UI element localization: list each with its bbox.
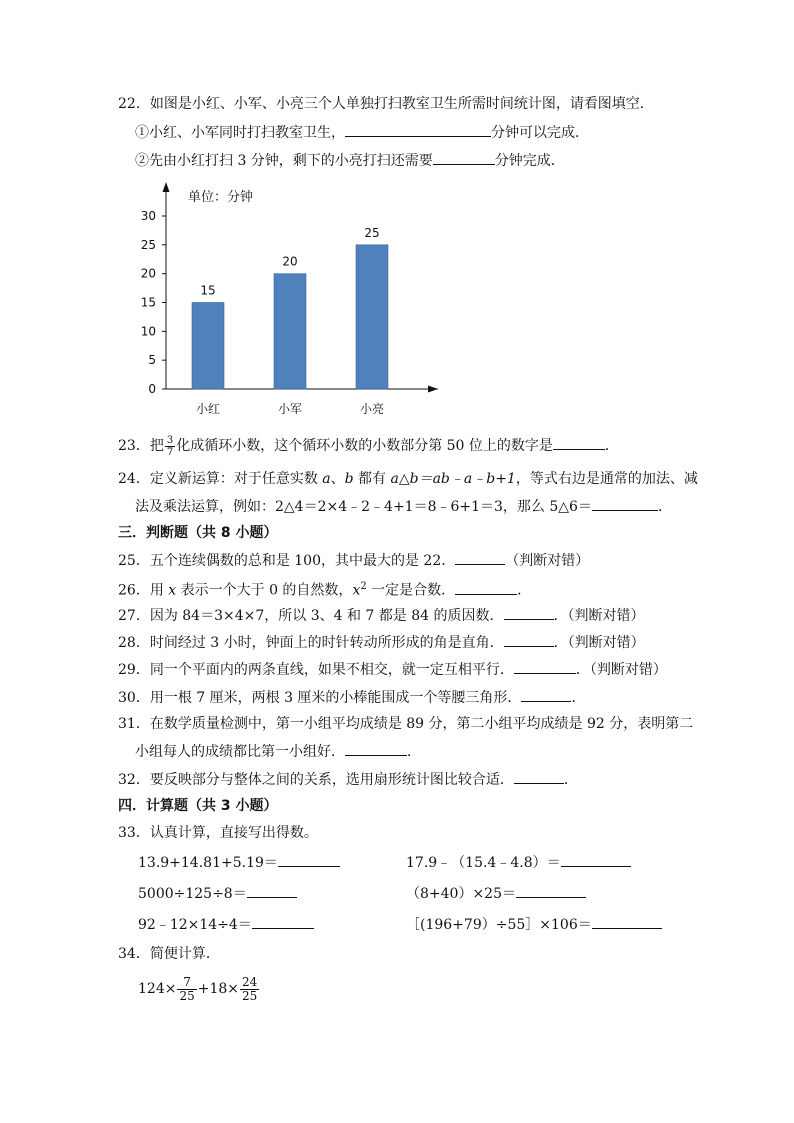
q32-end: ． (563, 772, 578, 788)
q33-stem: 33．认真计算，直接写出得数。 (118, 825, 318, 841)
q34-fraction-2-den: 25 (242, 988, 258, 1003)
q22-sub1-tail: 分钟可以完成． (491, 125, 589, 141)
q31-end: ． (407, 744, 421, 760)
q28-tail: ．（判断对错） (553, 635, 645, 651)
q23-fraction (165, 435, 175, 458)
q33-expr-2: 17.9﹣（15.4﹣4.8）＝ (406, 855, 561, 871)
q33-blank-5[interactable] (252, 914, 314, 929)
y-axis-arrow (163, 182, 170, 192)
q28-text: 28．时间经过 3 小时，钟面上的时针转动所形成的角是直角． (118, 635, 504, 651)
bar-value-label: 15 (200, 283, 216, 298)
x-category-label: 小军 (277, 402, 303, 416)
q22-sub2 (135, 150, 565, 171)
q33-item-5 (138, 914, 314, 935)
q26-end: ． (517, 582, 532, 599)
q30-end: ． (571, 690, 586, 706)
q26-sup: 2 (360, 581, 367, 592)
q26-text-a: 26．用 (118, 582, 169, 599)
q25-tail: （判断对错） (505, 553, 590, 569)
q33-expr-4: （8+40）×25＝ (406, 886, 516, 902)
q30-blank[interactable] (521, 687, 571, 702)
q27 (118, 605, 645, 626)
q23-fraction-den: 7 (166, 446, 174, 458)
q24-text-line2: 法及乘法运算，例如：2△4＝2×4﹣2﹣4+1＝8﹣6+1＝3，那么 5△6＝ (135, 499, 592, 515)
q22-stem: 22．如图是小红、小军、小亮三个人单独打扫教室卫生所需时间统计图，请看图填空． (118, 96, 654, 112)
bar (274, 274, 306, 389)
q33-blank-4[interactable] (516, 883, 586, 898)
q26-text-b: 表示一个大于 0 的自然数， (176, 582, 353, 599)
q34-stem: 34．简便计算． (118, 946, 220, 962)
q23 (118, 433, 619, 459)
q29-text: 29．同一个平面内的两条直线，如果不相交，就一定互相平行． (118, 662, 514, 678)
q24-text-c: ，等式右边是通常的加法、减 (515, 471, 698, 487)
q22-sub1-blank[interactable] (345, 122, 491, 137)
x-category-label: 小红 (195, 402, 221, 416)
q29 (118, 659, 667, 680)
q28 (118, 632, 645, 653)
q27-blank[interactable] (504, 605, 554, 620)
q26-x: x (168, 582, 177, 599)
q33-item-3 (138, 883, 297, 904)
q33-item-1 (138, 852, 340, 873)
q34-fraction-1 (177, 976, 196, 1003)
q34-term-1: 124× (138, 981, 177, 997)
y-tick-label: 20 (140, 266, 156, 281)
q33-expr-1: 13.9+14.81+5.19＝ (138, 855, 278, 871)
q30 (118, 687, 585, 708)
q22-sub2-blank[interactable] (433, 150, 495, 165)
q31-blank[interactable] (345, 741, 407, 756)
q33-expr-6: ［(196+79）÷55］×106＝ (406, 917, 592, 933)
y-tick-label: 15 (140, 295, 156, 310)
bar-chart (120, 178, 450, 423)
q34-fraction-1-num: 7 (183, 974, 191, 989)
x-category-label: 小亮 (359, 402, 385, 416)
q24-text-b: 都有 (353, 471, 391, 487)
bar-value-label: 20 (282, 254, 298, 269)
q32-text: 32．要反映部分与整体之间的关系，选用扇形统计图比较合适． (118, 772, 514, 788)
q34-plus-term: +18× (197, 981, 240, 997)
q25-text: 25．五个连续偶数的总和是 100，其中最大的是 22． (118, 553, 456, 569)
q24-end: ． (657, 499, 672, 515)
q24-formula: a△b＝ab﹣a﹣b+1 (390, 471, 516, 487)
q33-blank-6[interactable] (592, 914, 662, 929)
bar (356, 245, 388, 389)
q26-text-c: 一定是合数． (366, 582, 456, 599)
q33-item-6 (406, 914, 662, 935)
y-tick-label: 30 (140, 209, 156, 223)
x-axis-arrow (428, 386, 438, 393)
q26-x2: x (352, 582, 361, 599)
q23-blank[interactable] (553, 435, 605, 450)
q22-sub2-tail: 分钟完成． (494, 153, 565, 169)
q24-line1 (118, 469, 698, 489)
chart-title: 单位：分钟 (188, 190, 254, 205)
q23-text-b: 化成循环小数，这个循环小数的小数部分第 50 位上的数字是 (176, 438, 553, 454)
q23-end: ． (604, 438, 619, 454)
q24-line2 (135, 496, 672, 517)
q24-text-a: 24．定义新运算：对于任意实数 (118, 471, 323, 487)
y-tick-label: 5 (148, 353, 156, 368)
section3-heading: 三．判断题（共 8 小题） (118, 525, 278, 541)
y-tick-label: 0 (148, 382, 156, 396)
q25-blank[interactable] (455, 550, 505, 565)
q32-blank[interactable] (514, 769, 564, 784)
q33-item-4 (406, 883, 586, 904)
q22-sub2-text: ②先由小红打扫 3 分钟，剩下的小亮打扫还需要 (135, 153, 433, 169)
q29-blank[interactable] (514, 659, 576, 674)
bar-value-label: 25 (364, 225, 380, 240)
y-tick-label: 10 (140, 324, 156, 339)
q34-fraction-2 (240, 976, 259, 1003)
q33-item-2 (406, 852, 631, 873)
bar (192, 303, 224, 390)
q25 (118, 550, 589, 571)
q26 (118, 577, 531, 601)
q34-fraction-2-num: 24 (242, 974, 258, 989)
q23-text-a: 23．把 (118, 438, 164, 454)
q31-line1: 31．在数学质量检测中，第一小组平均成绩是 89 分，第二小组平均成绩是 92 分，表明第二 (118, 716, 694, 732)
q33-expr-5: 92﹣12×14÷4＝ (138, 917, 252, 933)
q33-blank-1[interactable] (278, 852, 340, 867)
q24-var-b: b (344, 471, 354, 487)
q33-expr-3: 5000÷125÷8＝ (138, 886, 247, 902)
q33-blank-2[interactable] (561, 852, 631, 867)
q27-text: 27．因为 84＝3×4×7，所以 3、4 和 7 都是 84 的质因数． (118, 608, 504, 624)
q24-var-a: a (322, 471, 331, 487)
q22-sub1 (135, 122, 589, 143)
q23-fraction-num: 3 (166, 434, 174, 446)
q27-tail: ．（判断对错） (553, 608, 645, 624)
q30-text: 30．用一根 7 厘米，两根 3 厘米的小棒能围成一个等腰三角形． (118, 690, 522, 706)
section4-heading: 四．计算题（共 3 小题） (118, 798, 278, 814)
q31-text-b: 小组每人的成绩都比第一小组好． (135, 744, 345, 760)
q24-blank[interactable] (592, 496, 658, 511)
q31-line2 (135, 741, 421, 762)
q24-sep: 、 (330, 471, 345, 487)
q34-expression (138, 972, 260, 1006)
q26-blank[interactable] (455, 580, 517, 595)
q32 (118, 769, 578, 790)
y-tick-label: 25 (140, 237, 156, 252)
q29-tail: ．（判断对错） (575, 662, 667, 678)
q34-fraction-1-den: 25 (179, 988, 195, 1003)
q22-sub1-text: ①小红、小军同时打扫教室卫生， (135, 125, 345, 141)
q28-blank[interactable] (504, 632, 554, 647)
q33-blank-3[interactable] (247, 883, 297, 898)
